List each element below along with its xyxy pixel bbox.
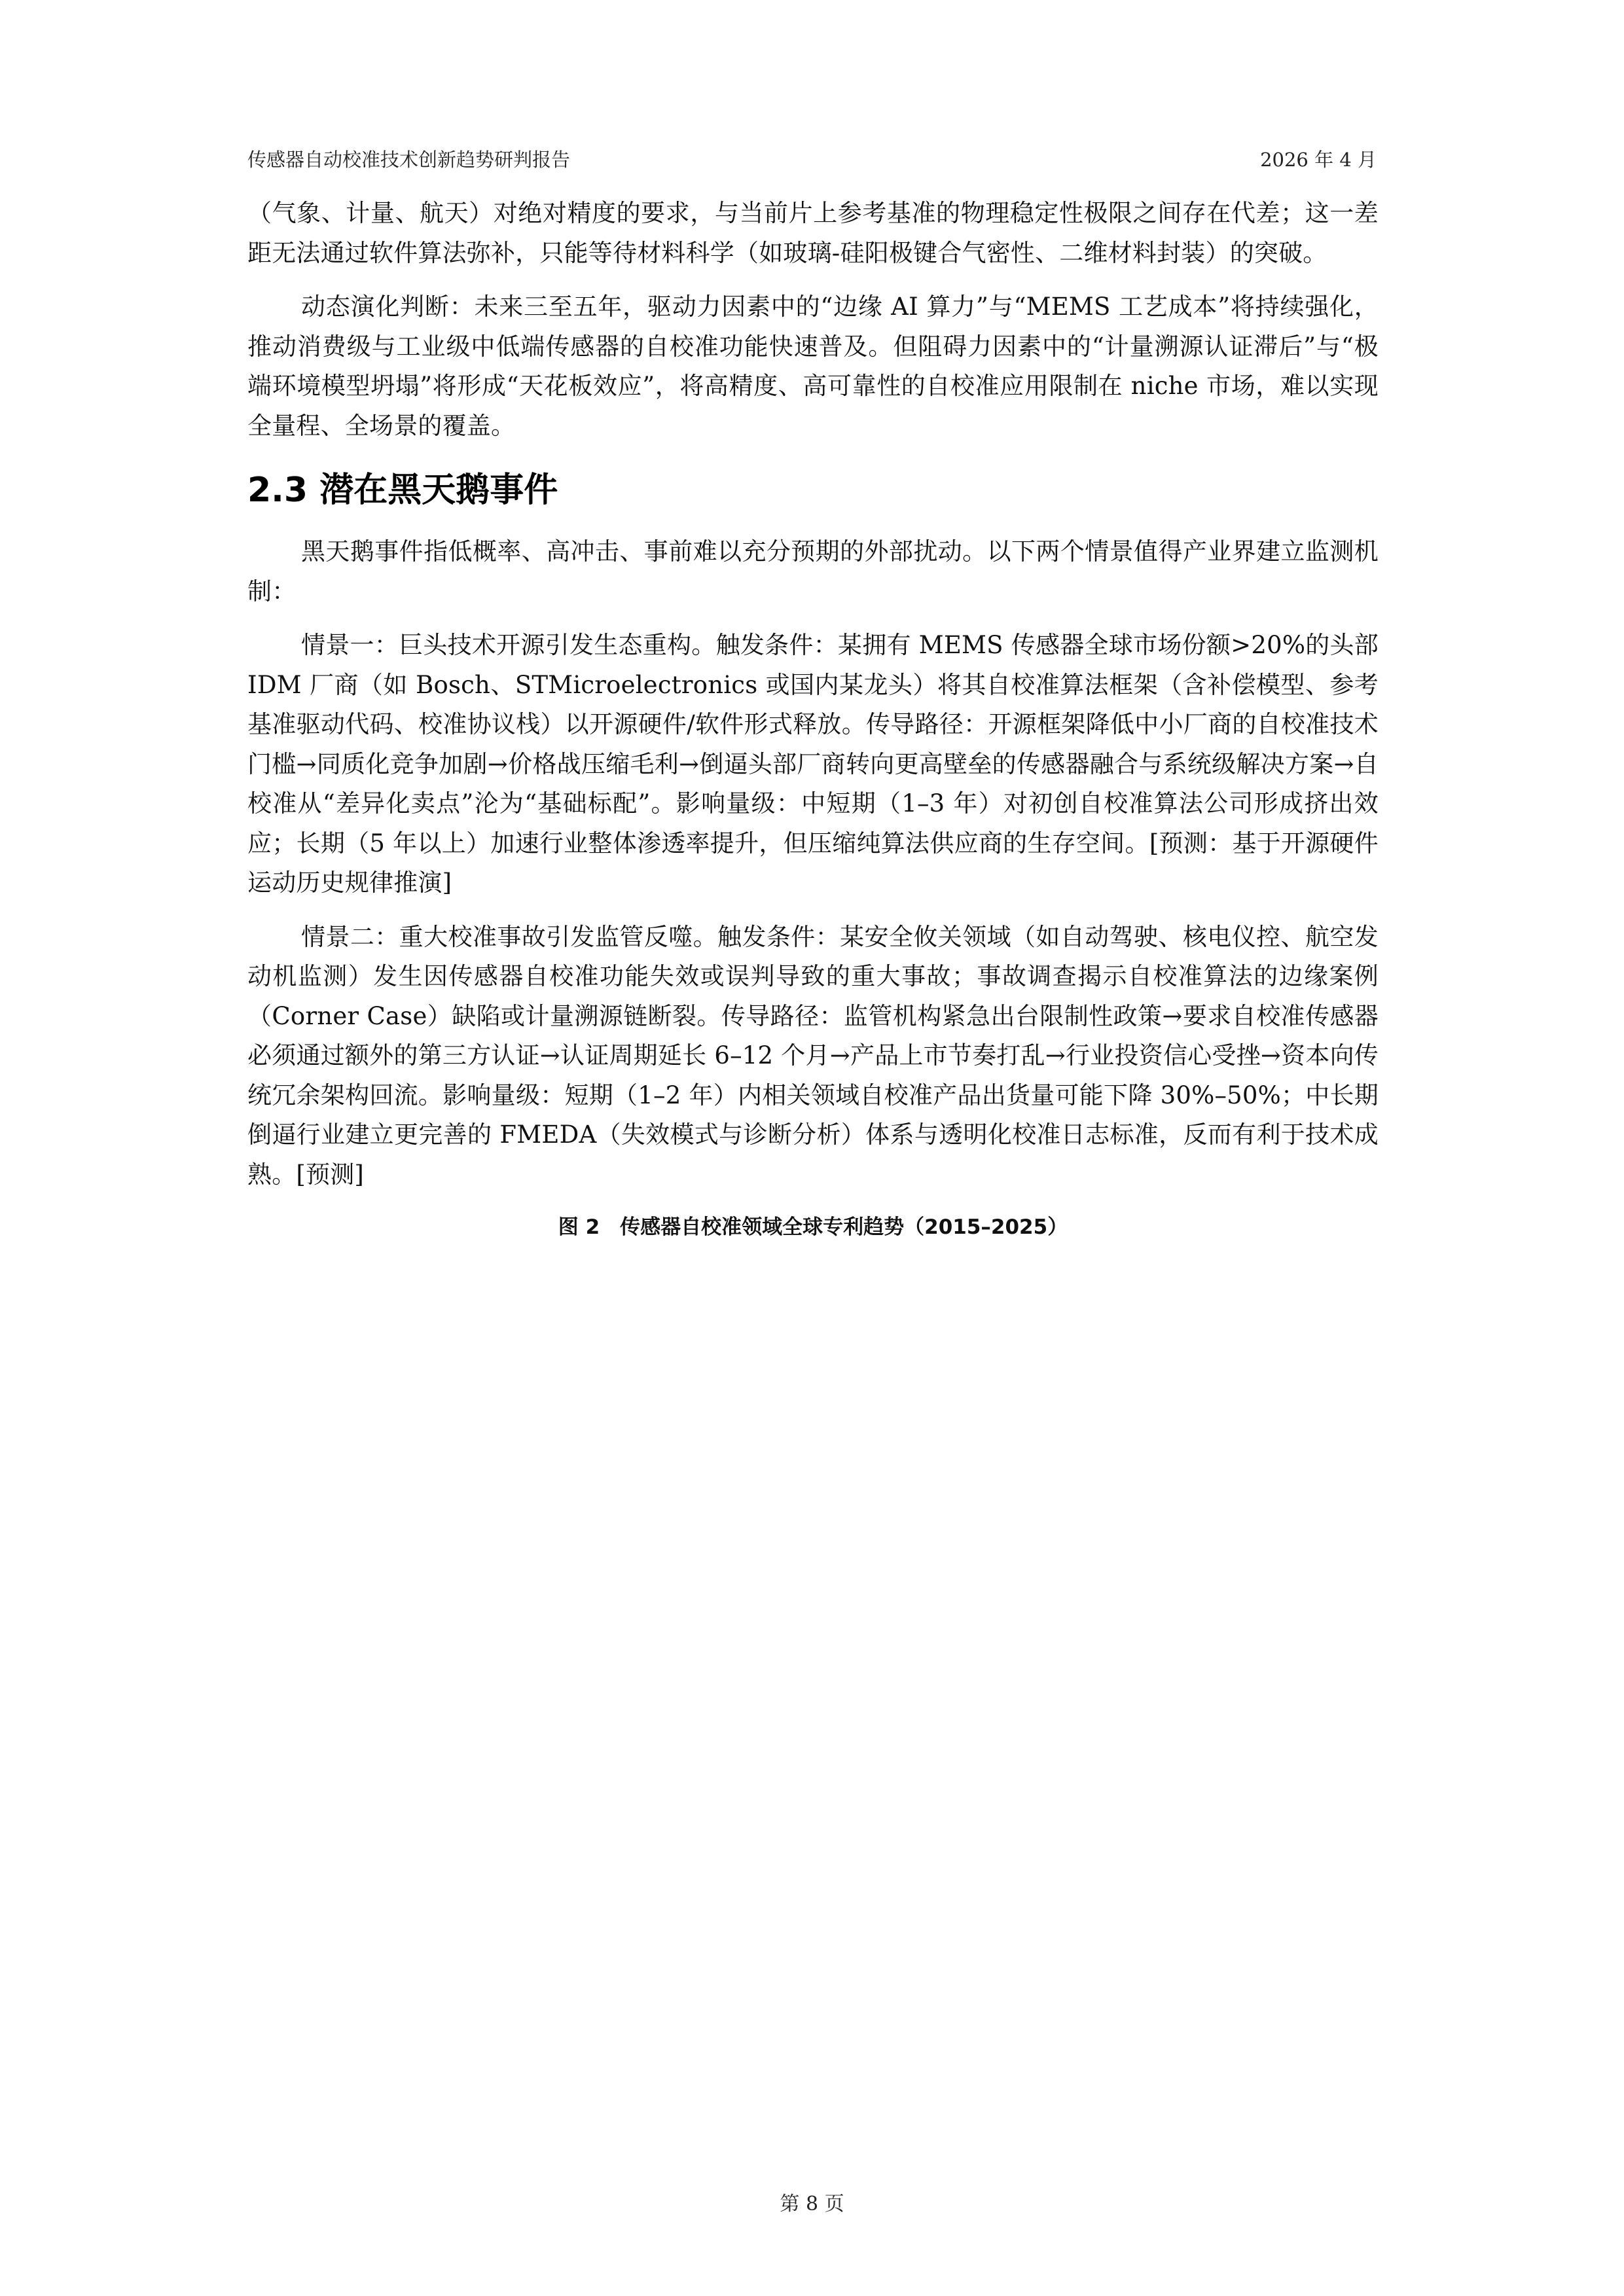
running-header: [247, 145, 1377, 171]
header-date: 2026 年 4 月: [1260, 149, 1377, 171]
paragraph-continued: （气象、计量、航天）对绝对精度的要求，与当前片上参考基准的物理稳定性极限之间存在代差；这一差距无法通过软件算法弥补，只能等待材料科学（如玻璃-硅阳极键合气密性、二维材料封装）的突破。: [247, 199, 1379, 267]
body-text: [247, 194, 1379, 1242]
page-number: 第 8 页: [780, 2193, 844, 2215]
section-heading: 2.3 潜在黑天鹅事件: [247, 471, 558, 510]
header-report-title: 传感器自动校准技术创新趋势研判报告: [247, 149, 571, 171]
paragraph-black-swan-intro: 黑天鹅事件指低概率、高冲击、事前难以充分预期的外部扰动。以下两个情景值得产业界建立监测机制：: [247, 537, 1379, 605]
paragraph-dynamic-evolution: 动态演化判断：未来三至五年，驱动力因素中的“边缘 AI 算力”与“MEMS 工艺成本”将持续强化，推动消费级与工业级中低端传感器的自校准功能快速普及。但阻碍力因素中的“计量溯源认证滞后”与“极端环境模型坍塌”将形成“天花板效应”，将高精度、高可靠性的自校准应用限制在 niche 市场，难以实现全量程、全场景的覆盖。: [247, 293, 1379, 440]
paragraph-scenario-one: 情景一：巨头技术开源引发生态重构。触发条件：某拥有 MEMS 传感器全球市场份额>20%的头部 IDM 厂商（如 Bosch、STMicroelectronics 或国内某龙头）将其自校准算法框架（含补偿模型、参考基准驱动代码、校准协议栈）以开源硬件/软件形式释放。传导路径：开源框架降低中小厂商的自校准技术门槛→同质化竞争加剧→价格战压缩毛利→倒逼头部厂商转向更高壁垒的传感器融合与系统级解决方案→自校准从“差异化卖点”沦为“基础标配”。影响量级：中短期（1–3 年）对初创自校准算法公司形成挤出效应；长期（5 年以上）加速行业整体渗透率提升，但压缩纯算法供应商的生存空间。[预测：基于开源硬件运动历史规律推演]: [247, 631, 1379, 897]
figure-caption: 图 2 传感器自校准领域全球专利趋势（2015–2025）: [558, 1215, 1068, 1239]
paragraph-scenario-two: 情景二：重大校准事故引发监管反噬。触发条件：某安全攸关领域（如自动驾驶、核电仪控、航空发动机监测）发生因传感器自校准功能失效或误判导致的重大事故；事故调查揭示自校准算法的边缘案例（Corner Case）缺陷或计量溯源链断裂。传导路径：监管机构紧急出台限制性政策→要求自校准传感器必须通过额外的第三方认证→认证周期延长 6–12 个月→产品上市节奏打乱→行业投资信心受挫→资本向传统冗余架构回流。影响量级：短期（1–2 年）内相关领域自校准产品出货量可能下降 30%–50%；中长期倒逼行业建立更完善的 FMEDA（失效模式与诊断分析）体系与透明化校准日志标准，反而有利于技术成熟。[预测]: [247, 922, 1379, 1189]
